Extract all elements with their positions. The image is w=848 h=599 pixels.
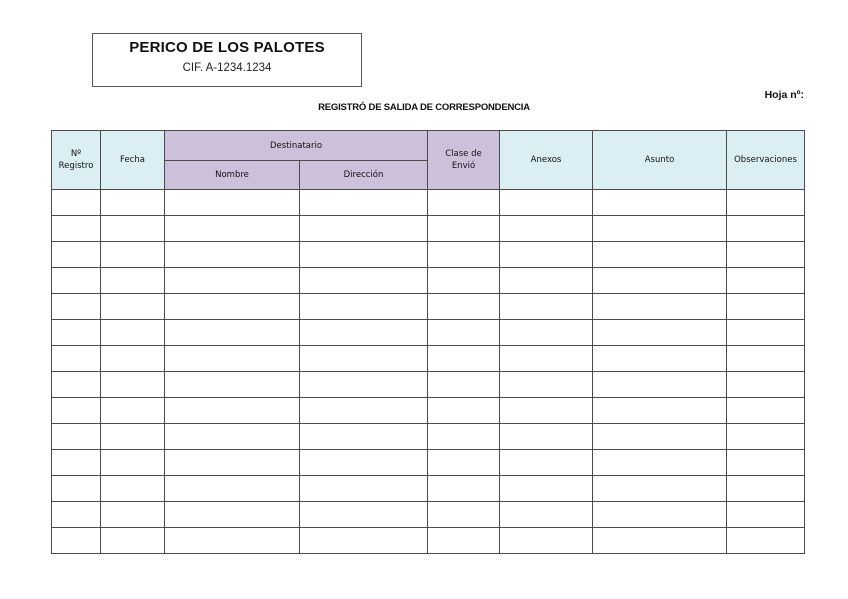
cell-direccion bbox=[300, 502, 428, 528]
cell-asunto bbox=[593, 268, 727, 294]
cell-registro bbox=[52, 398, 101, 424]
cell-asunto bbox=[593, 450, 727, 476]
cell-anexos bbox=[500, 320, 593, 346]
cell-asunto bbox=[593, 502, 727, 528]
cell-nombre bbox=[165, 242, 300, 268]
cell-observaciones bbox=[727, 190, 805, 216]
table-row bbox=[52, 424, 805, 450]
cell-clase-envio bbox=[428, 190, 500, 216]
cell-anexos bbox=[500, 346, 593, 372]
cell-nombre bbox=[165, 216, 300, 242]
cell-direccion bbox=[300, 190, 428, 216]
cell-direccion bbox=[300, 372, 428, 398]
cell-clase-envio bbox=[428, 216, 500, 242]
table-row bbox=[52, 476, 805, 502]
cell-registro bbox=[52, 502, 101, 528]
cell-anexos bbox=[500, 476, 593, 502]
cell-registro bbox=[52, 372, 101, 398]
cell-anexos bbox=[500, 502, 593, 528]
cell-direccion bbox=[300, 268, 428, 294]
cell-direccion bbox=[300, 346, 428, 372]
cell-asunto bbox=[593, 398, 727, 424]
cell-registro bbox=[52, 242, 101, 268]
table-row bbox=[52, 450, 805, 476]
cell-asunto bbox=[593, 372, 727, 398]
company-name: PERICO DE LOS PALOTES bbox=[129, 39, 325, 56]
cell-anexos bbox=[500, 450, 593, 476]
header-observaciones: Observaciones bbox=[727, 131, 805, 190]
cell-registro bbox=[52, 268, 101, 294]
cell-observaciones bbox=[727, 424, 805, 450]
cell-nombre bbox=[165, 190, 300, 216]
cell-fecha bbox=[101, 372, 165, 398]
cell-observaciones bbox=[727, 320, 805, 346]
cell-observaciones bbox=[727, 398, 805, 424]
header-clase-envio: Clase de Envió bbox=[428, 131, 500, 190]
cell-clase-envio bbox=[428, 320, 500, 346]
header-nombre: Nombre bbox=[165, 161, 300, 190]
cell-observaciones bbox=[727, 372, 805, 398]
cell-nombre bbox=[165, 346, 300, 372]
header-asunto: Asunto bbox=[593, 131, 727, 190]
company-cif: CIF. A-1234.1234 bbox=[182, 62, 272, 74]
cell-clase-envio bbox=[428, 528, 500, 554]
table-row bbox=[52, 216, 805, 242]
table-row bbox=[52, 372, 805, 398]
cell-nombre bbox=[165, 268, 300, 294]
cell-clase-envio bbox=[428, 242, 500, 268]
table-row bbox=[52, 398, 805, 424]
cell-asunto bbox=[593, 216, 727, 242]
cell-asunto bbox=[593, 294, 727, 320]
cell-observaciones bbox=[727, 346, 805, 372]
cell-clase-envio bbox=[428, 502, 500, 528]
cell-observaciones bbox=[727, 450, 805, 476]
cell-anexos bbox=[500, 216, 593, 242]
cell-anexos bbox=[500, 424, 593, 450]
cell-clase-envio bbox=[428, 346, 500, 372]
cell-observaciones bbox=[727, 528, 805, 554]
header-fecha: Fecha bbox=[101, 131, 165, 190]
cell-direccion bbox=[300, 320, 428, 346]
cell-nombre bbox=[165, 398, 300, 424]
cell-nombre bbox=[165, 528, 300, 554]
cell-direccion bbox=[300, 294, 428, 320]
cell-fecha bbox=[101, 268, 165, 294]
header-destinatario: Destinatario bbox=[165, 131, 428, 161]
cell-direccion bbox=[300, 528, 428, 554]
cell-asunto bbox=[593, 476, 727, 502]
cell-clase-envio bbox=[428, 424, 500, 450]
cell-observaciones bbox=[727, 294, 805, 320]
cell-clase-envio bbox=[428, 398, 500, 424]
table-row bbox=[52, 190, 805, 216]
cell-fecha bbox=[101, 242, 165, 268]
cell-nombre bbox=[165, 502, 300, 528]
cell-anexos bbox=[500, 528, 593, 554]
cell-observaciones bbox=[727, 502, 805, 528]
cell-fecha bbox=[101, 502, 165, 528]
cell-fecha bbox=[101, 190, 165, 216]
cell-observaciones bbox=[727, 242, 805, 268]
cell-nombre bbox=[165, 294, 300, 320]
table-row bbox=[52, 320, 805, 346]
cell-observaciones bbox=[727, 216, 805, 242]
cell-fecha bbox=[101, 216, 165, 242]
cell-asunto bbox=[593, 346, 727, 372]
header-direccion: Dirección bbox=[300, 161, 428, 190]
cell-clase-envio bbox=[428, 372, 500, 398]
cell-registro bbox=[52, 320, 101, 346]
cell-direccion bbox=[300, 424, 428, 450]
cell-nombre bbox=[165, 476, 300, 502]
cell-fecha bbox=[101, 476, 165, 502]
correspondence-register-table bbox=[51, 130, 805, 554]
table-row bbox=[52, 346, 805, 372]
cell-asunto bbox=[593, 424, 727, 450]
cell-anexos bbox=[500, 372, 593, 398]
cell-fecha bbox=[101, 398, 165, 424]
cell-anexos bbox=[500, 398, 593, 424]
cell-fecha bbox=[101, 424, 165, 450]
cell-fecha bbox=[101, 346, 165, 372]
header-registro: Nº Registro bbox=[52, 131, 101, 190]
cell-anexos bbox=[500, 190, 593, 216]
cell-direccion bbox=[300, 242, 428, 268]
cell-registro bbox=[52, 190, 101, 216]
cell-direccion bbox=[300, 216, 428, 242]
cell-nombre bbox=[165, 372, 300, 398]
header-anexos: Anexos bbox=[500, 131, 593, 190]
cell-direccion bbox=[300, 398, 428, 424]
table-row bbox=[52, 502, 805, 528]
table-row bbox=[52, 294, 805, 320]
sheet-number-label: Hoja nº: bbox=[764, 89, 804, 101]
cell-registro bbox=[52, 450, 101, 476]
cell-registro bbox=[52, 528, 101, 554]
cell-registro bbox=[52, 476, 101, 502]
cell-registro bbox=[52, 294, 101, 320]
cell-clase-envio bbox=[428, 268, 500, 294]
cell-fecha bbox=[101, 528, 165, 554]
cell-observaciones bbox=[727, 476, 805, 502]
cell-direccion bbox=[300, 450, 428, 476]
cell-asunto bbox=[593, 320, 727, 346]
cell-nombre bbox=[165, 450, 300, 476]
cell-asunto bbox=[593, 528, 727, 554]
cell-asunto bbox=[593, 190, 727, 216]
document-title: REGISTRÓ DE SALIDA DE CORRESPONDENCIA bbox=[318, 102, 530, 113]
company-box bbox=[92, 33, 362, 87]
table-row bbox=[52, 242, 805, 268]
cell-direccion bbox=[300, 476, 428, 502]
cell-nombre bbox=[165, 320, 300, 346]
cell-asunto bbox=[593, 242, 727, 268]
cell-anexos bbox=[500, 294, 593, 320]
cell-fecha bbox=[101, 294, 165, 320]
table-row bbox=[52, 268, 805, 294]
cell-fecha bbox=[101, 320, 165, 346]
cell-registro bbox=[52, 424, 101, 450]
cell-observaciones bbox=[727, 268, 805, 294]
cell-nombre bbox=[165, 424, 300, 450]
cell-anexos bbox=[500, 242, 593, 268]
cell-clase-envio bbox=[428, 294, 500, 320]
register-body bbox=[52, 190, 805, 554]
cell-clase-envio bbox=[428, 450, 500, 476]
cell-registro bbox=[52, 216, 101, 242]
cell-fecha bbox=[101, 450, 165, 476]
table-row bbox=[52, 528, 805, 554]
cell-registro bbox=[52, 346, 101, 372]
cell-anexos bbox=[500, 268, 593, 294]
cell-clase-envio bbox=[428, 476, 500, 502]
